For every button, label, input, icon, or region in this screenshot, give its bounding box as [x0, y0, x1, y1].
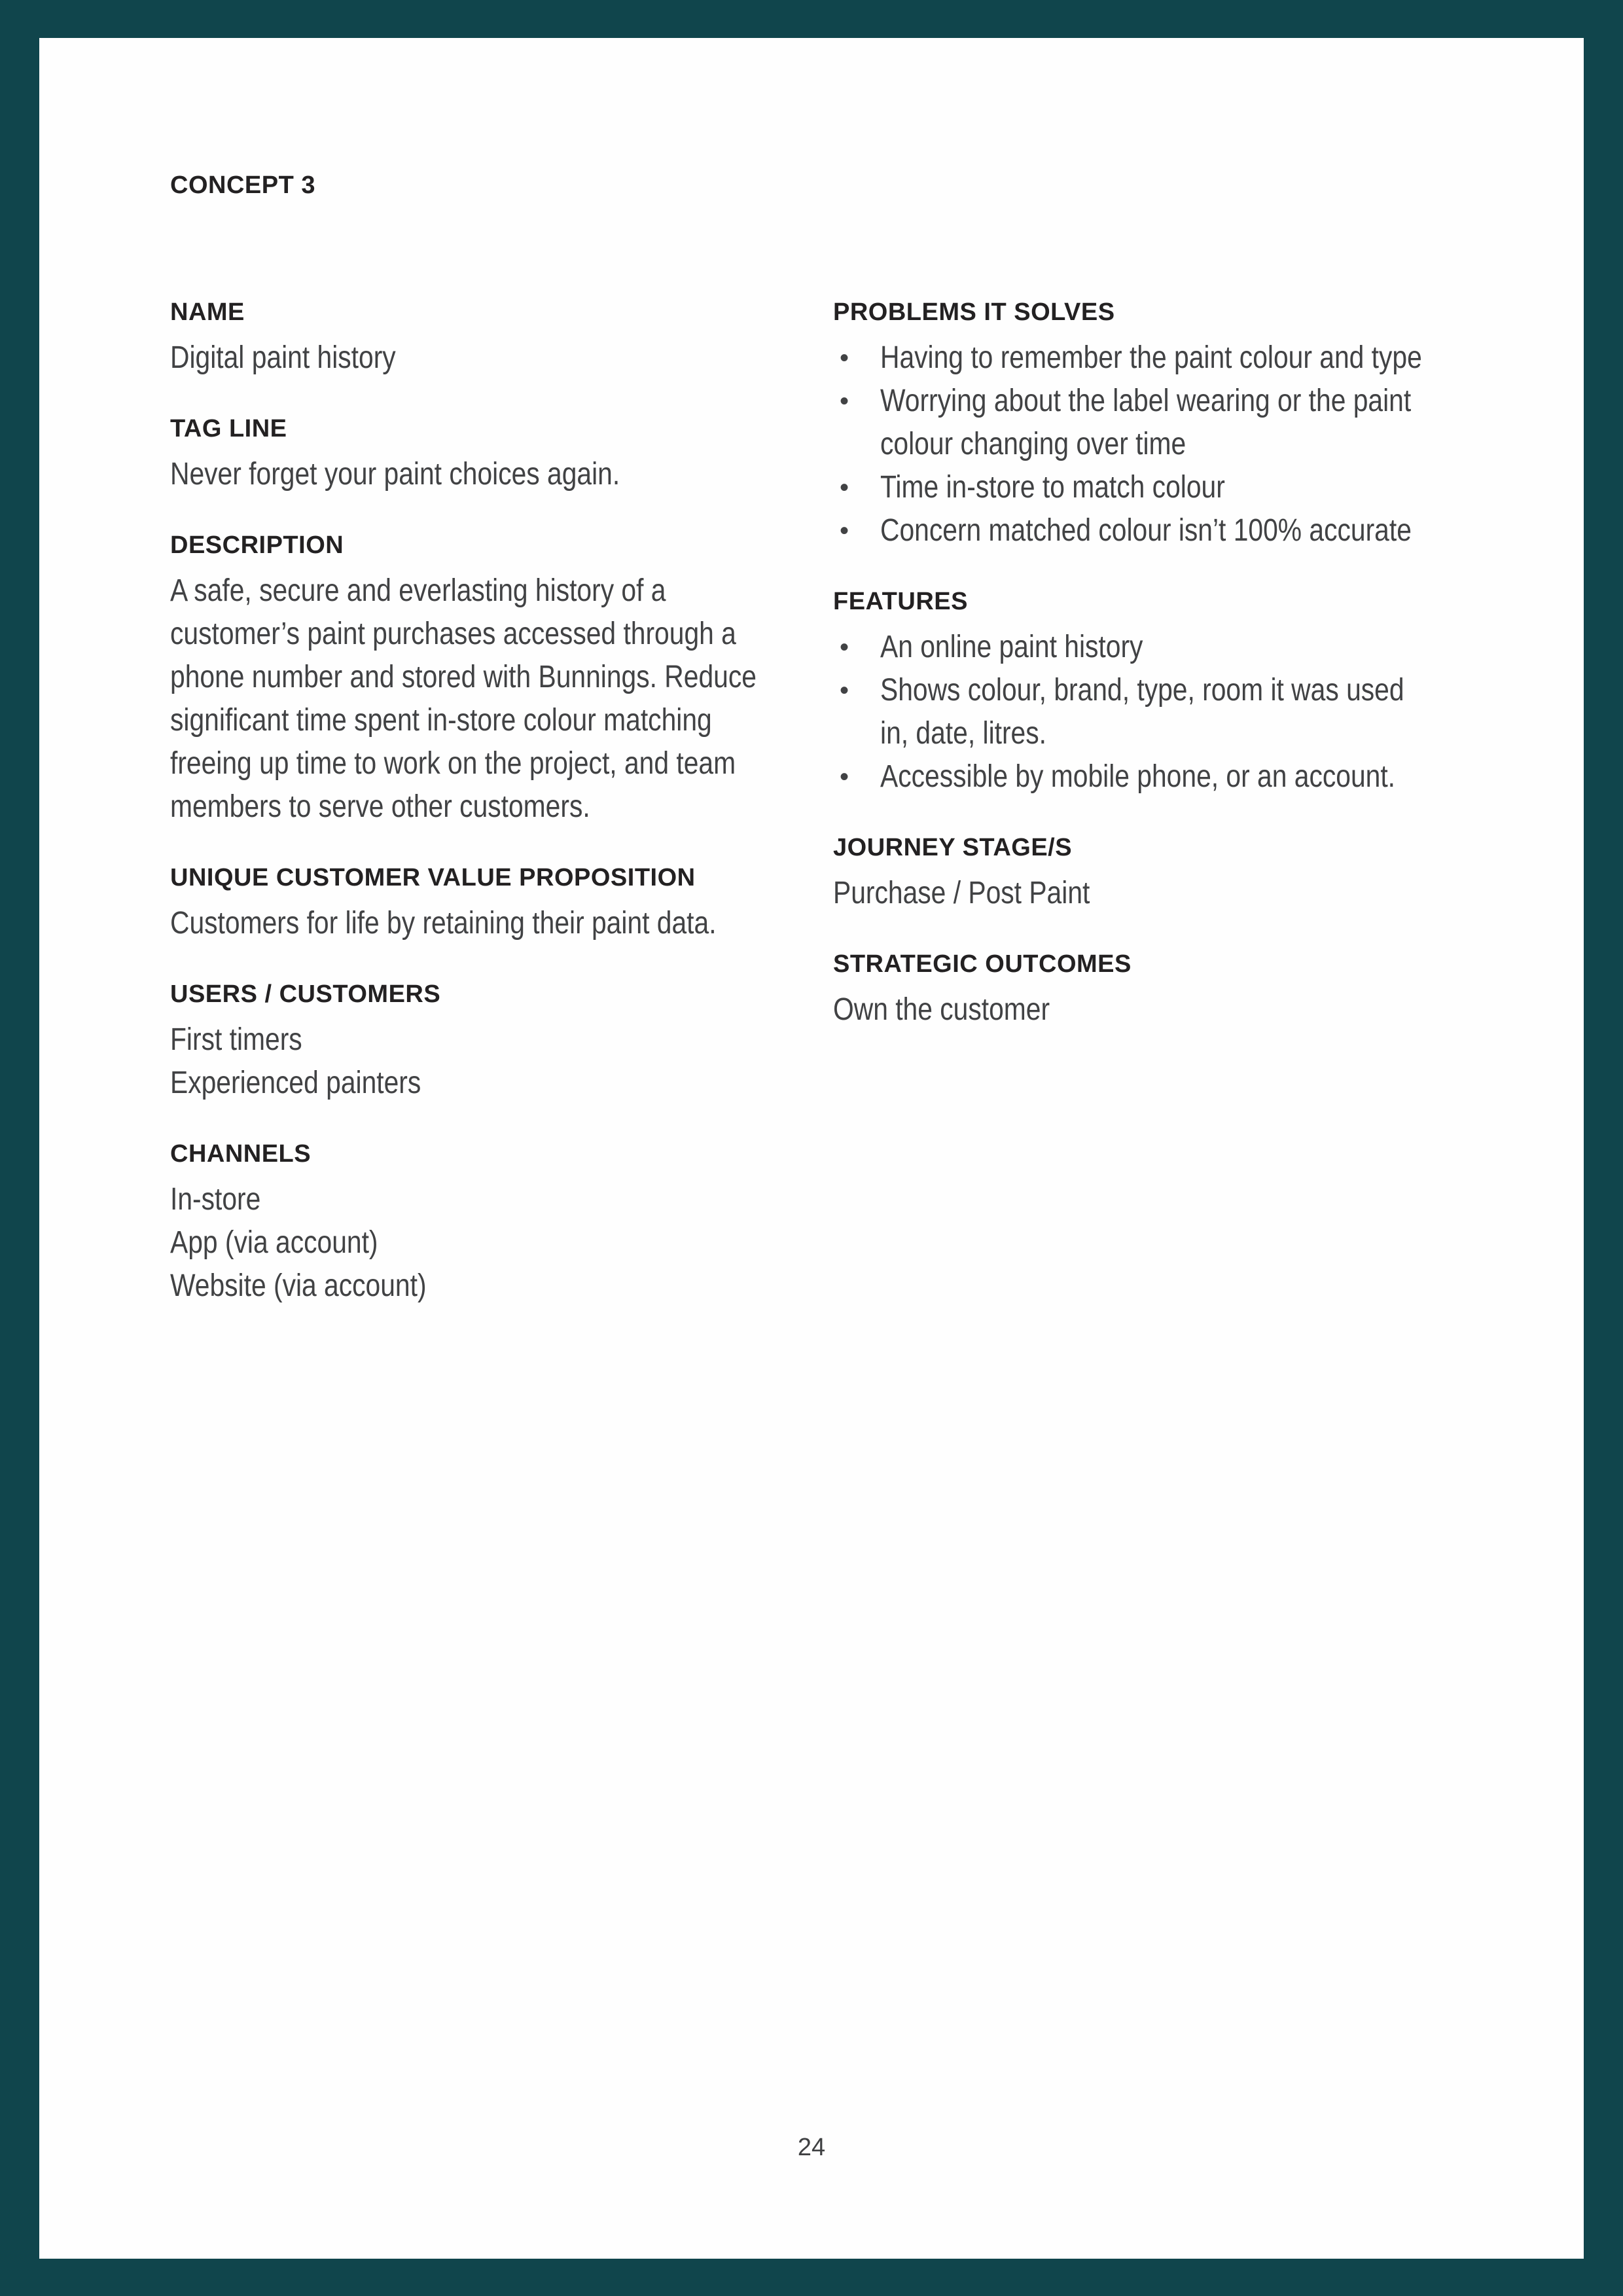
bullet-icon: •	[840, 676, 849, 705]
section-features	[833, 586, 1540, 798]
bullet-item	[833, 509, 1540, 552]
bullet-item	[833, 466, 1540, 509]
bullet-icon: •	[840, 516, 849, 545]
body-line: An online paint history	[880, 630, 1143, 664]
section-name	[170, 297, 890, 380]
body-line: App (via account)	[170, 1225, 378, 1260]
section-heading: STRATEGIC OUTCOMES	[833, 950, 1132, 978]
bullet-icon: •	[840, 762, 849, 791]
section-unique-customer-value-proposition	[170, 863, 890, 945]
concept-label: CONCEPT 3	[170, 171, 315, 199]
body-line: Experienced painters	[170, 1066, 421, 1100]
section-heading: USERS / CUSTOMERS	[170, 980, 441, 1008]
section-strategic-outcomes	[833, 949, 1540, 1031]
body-line: freeing up time to work on the project, and team	[170, 746, 736, 781]
bullet-icon: •	[840, 473, 849, 502]
bullet-icon: •	[840, 387, 849, 416]
body-line: members to serve other customers.	[170, 789, 590, 824]
body-line: First timers	[170, 1022, 302, 1057]
body-line: in, date, litres.	[880, 716, 1046, 751]
section-heading: FEATURES	[833, 588, 968, 615]
body-line: In-store	[170, 1182, 261, 1217]
bullet-icon: •	[840, 344, 849, 372]
body-line: customer’s paint purchases accessed through a	[170, 617, 736, 651]
body-line: Website (via account)	[170, 1268, 427, 1303]
bullet-list	[833, 626, 1540, 798]
body-line: Time in-store to match colour	[880, 470, 1225, 505]
bullet-item	[833, 380, 1540, 466]
section-description	[170, 530, 890, 829]
body-line: colour changing over time	[880, 427, 1186, 461]
section-users-customers	[170, 979, 890, 1105]
bullet-item	[833, 626, 1540, 669]
bullet-item	[833, 336, 1540, 380]
body-line: A safe, secure and everlasting history of a	[170, 573, 666, 608]
section-heading: CHANNELS	[170, 1140, 312, 1168]
section-heading: UNIQUE CUSTOMER VALUE PROPOSITION	[170, 864, 696, 891]
body-line: Never forget your paint choices again.	[170, 457, 620, 492]
body-line: Own the customer	[833, 992, 1050, 1027]
body-line: Accessible by mobile phone, or an account.	[880, 759, 1395, 794]
body-line: Purchase / Post Paint	[833, 876, 1090, 910]
body-line: Concern matched colour isn’t 100% accurate	[880, 513, 1412, 548]
section-heading: PROBLEMS IT SOLVES	[833, 298, 1115, 326]
page-number: 24	[797, 2134, 826, 2161]
bullet-item	[833, 669, 1540, 755]
bullet-list	[833, 336, 1540, 552]
left-column	[170, 297, 890, 1342]
section-problems-it-solves	[833, 297, 1540, 552]
body-line: significant time spent in-store colour matching	[170, 703, 712, 738]
section-heading: TAG LINE	[170, 415, 287, 442]
body-line: Having to remember the paint colour and type	[880, 340, 1422, 375]
body-line: Digital paint history	[170, 340, 396, 375]
section-journey-stages	[833, 833, 1540, 915]
section-channels	[170, 1139, 890, 1308]
body-line: Worrying about the label wearing or the paint	[880, 384, 1412, 418]
bullet-icon: •	[840, 633, 849, 662]
body-line: phone number and stored with Bunnings. Reduce	[170, 660, 757, 694]
right-column	[833, 297, 1540, 1066]
section-heading: DESCRIPTION	[170, 531, 344, 559]
body-line: Customers for life by retaining their paint data.	[170, 906, 717, 941]
document-page	[39, 38, 1584, 2259]
section-heading: NAME	[170, 298, 245, 326]
body-line: Shows colour, brand, type, room it was used	[880, 673, 1404, 708]
section-heading: JOURNEY STAGE/S	[833, 834, 1073, 861]
section-tag-line	[170, 414, 890, 496]
bullet-item	[833, 755, 1540, 798]
